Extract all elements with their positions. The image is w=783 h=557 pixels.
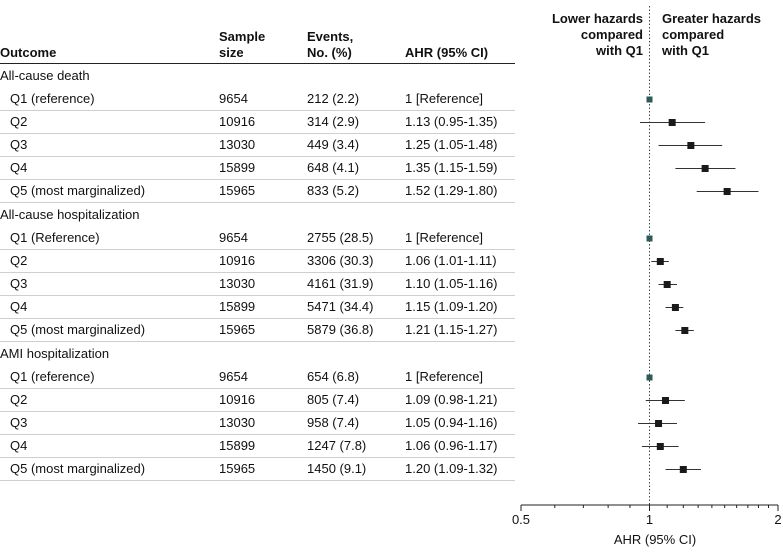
- outcome-cell: Q3: [10, 276, 28, 291]
- events-cell: 2755 (28.5): [307, 230, 374, 245]
- ahr-cell: 1.06 (0.96-1.17): [405, 438, 498, 453]
- sample-size-cell: 15899: [219, 160, 256, 175]
- greater-hazards-label: Greater hazards compared with Q1: [662, 11, 761, 58]
- point-estimate-marker: [664, 281, 671, 288]
- ahr-cell: 1.15 (1.09-1.20): [405, 299, 498, 314]
- ahr-cell: 1.25 (1.05-1.48): [405, 137, 498, 152]
- events-cell: 648 (4.1): [307, 160, 360, 175]
- point-estimate-marker: [702, 165, 709, 172]
- outcome-cell: Q2: [10, 392, 28, 407]
- ahr-cell: 1.13 (0.95-1.35): [405, 114, 498, 129]
- outcome-cell: Q4: [10, 438, 28, 453]
- outcome-cell: Q5 (most marginalized): [10, 183, 146, 198]
- sample-size-cell: 15965: [219, 461, 256, 476]
- outcome-cell: Q4: [10, 299, 28, 314]
- x-axis-title: AHR (95% CI): [613, 532, 697, 547]
- point-estimate-marker: [647, 375, 653, 381]
- outcome-cell: Q1 (reference): [10, 91, 95, 106]
- x-tick-label: 2: [774, 512, 782, 527]
- events-cell: 212 (2.2): [307, 91, 360, 106]
- outcome-cell: Q2: [10, 253, 28, 268]
- ahr-cell: 1 [Reference]: [405, 91, 484, 106]
- x-tick-label: 1: [645, 512, 654, 527]
- outcome-cell: Q4: [10, 160, 28, 175]
- point-estimate-marker: [655, 420, 662, 427]
- sample-size-cell: 13030: [219, 276, 256, 291]
- outcome-cell: Q2: [10, 114, 28, 129]
- ahr-cell: 1.52 (1.29-1.80): [405, 183, 498, 198]
- sample-size-cell: 10916: [219, 253, 256, 268]
- events-cell: 805 (7.4): [307, 392, 360, 407]
- header-outcome: Outcome: [0, 45, 57, 60]
- events-cell: 654 (6.8): [307, 369, 360, 384]
- events-cell: 314 (2.9): [307, 114, 360, 129]
- header-events: Events, No. (%): [307, 29, 354, 60]
- point-estimate-marker: [662, 397, 669, 404]
- ahr-cell: 1.10 (1.05-1.16): [405, 276, 498, 291]
- sample-size-cell: 9654: [219, 91, 248, 106]
- events-cell: 449 (3.4): [307, 137, 360, 152]
- events-cell: 4161 (31.9): [307, 276, 374, 291]
- sample-size-cell: 15965: [219, 183, 256, 198]
- point-estimate-marker: [687, 142, 694, 149]
- ahr-cell: 1.09 (0.98-1.21): [405, 392, 498, 407]
- x-tick-label: 0.5: [511, 512, 531, 527]
- header-ahr: AHR (95% CI): [405, 45, 489, 60]
- sample-size-cell: 10916: [219, 114, 256, 129]
- sample-size-cell: 13030: [219, 415, 256, 430]
- ahr-cell: 1.06 (1.01-1.11): [405, 253, 497, 268]
- ahr-cell: 1 [Reference]: [405, 369, 484, 384]
- point-estimate-marker: [669, 119, 676, 126]
- point-estimate-marker: [672, 304, 679, 311]
- point-estimate-marker: [647, 236, 653, 242]
- ahr-cell: 1.20 (1.09-1.32): [405, 461, 498, 476]
- outcome-cell: Q5 (most marginalized): [10, 322, 146, 337]
- group-title: All-cause death: [0, 68, 90, 83]
- sample-size-cell: 13030: [219, 137, 256, 152]
- events-cell: 5471 (34.4): [307, 299, 374, 314]
- ahr-cell: 1.35 (1.15-1.59): [405, 160, 498, 175]
- group-title: All-cause hospitalization: [0, 207, 140, 222]
- sample-size-cell: 15965: [219, 322, 256, 337]
- events-cell: 3306 (30.3): [307, 253, 374, 268]
- point-estimate-marker: [681, 327, 688, 334]
- ahr-cell: 1.21 (1.15-1.27): [405, 322, 498, 337]
- outcome-cell: Q3: [10, 137, 28, 152]
- events-cell: 5879 (36.8): [307, 322, 374, 337]
- sample-size-cell: 15899: [219, 438, 256, 453]
- sample-size-cell: 10916: [219, 392, 256, 407]
- sample-size-cell: 9654: [219, 230, 248, 245]
- events-cell: 958 (7.4): [307, 415, 360, 430]
- outcome-cell: Q5 (most marginalized): [10, 461, 146, 476]
- lower-hazards-label: Lower hazards compared with Q1: [551, 11, 643, 58]
- ahr-cell: 1.05 (0.94-1.16): [405, 415, 498, 430]
- group-title: AMI hospitalization: [0, 346, 110, 361]
- events-cell: 1247 (7.8): [307, 438, 367, 453]
- point-estimate-marker: [657, 443, 664, 450]
- ahr-cell: 1 [Reference]: [405, 230, 484, 245]
- point-estimate-marker: [647, 97, 653, 103]
- sample-size-cell: 9654: [219, 369, 248, 384]
- outcome-cell: Q1 (Reference): [10, 230, 100, 245]
- point-estimate-marker: [680, 466, 687, 473]
- point-estimate-marker: [724, 188, 731, 195]
- header-sample-size: Sample size: [219, 29, 266, 60]
- outcome-cell: Q1 (reference): [10, 369, 95, 384]
- sample-size-cell: 15899: [219, 299, 256, 314]
- events-cell: 1450 (9.1): [307, 461, 367, 476]
- outcome-cell: Q3: [10, 415, 28, 430]
- point-estimate-marker: [657, 258, 664, 265]
- events-cell: 833 (5.2): [307, 183, 360, 198]
